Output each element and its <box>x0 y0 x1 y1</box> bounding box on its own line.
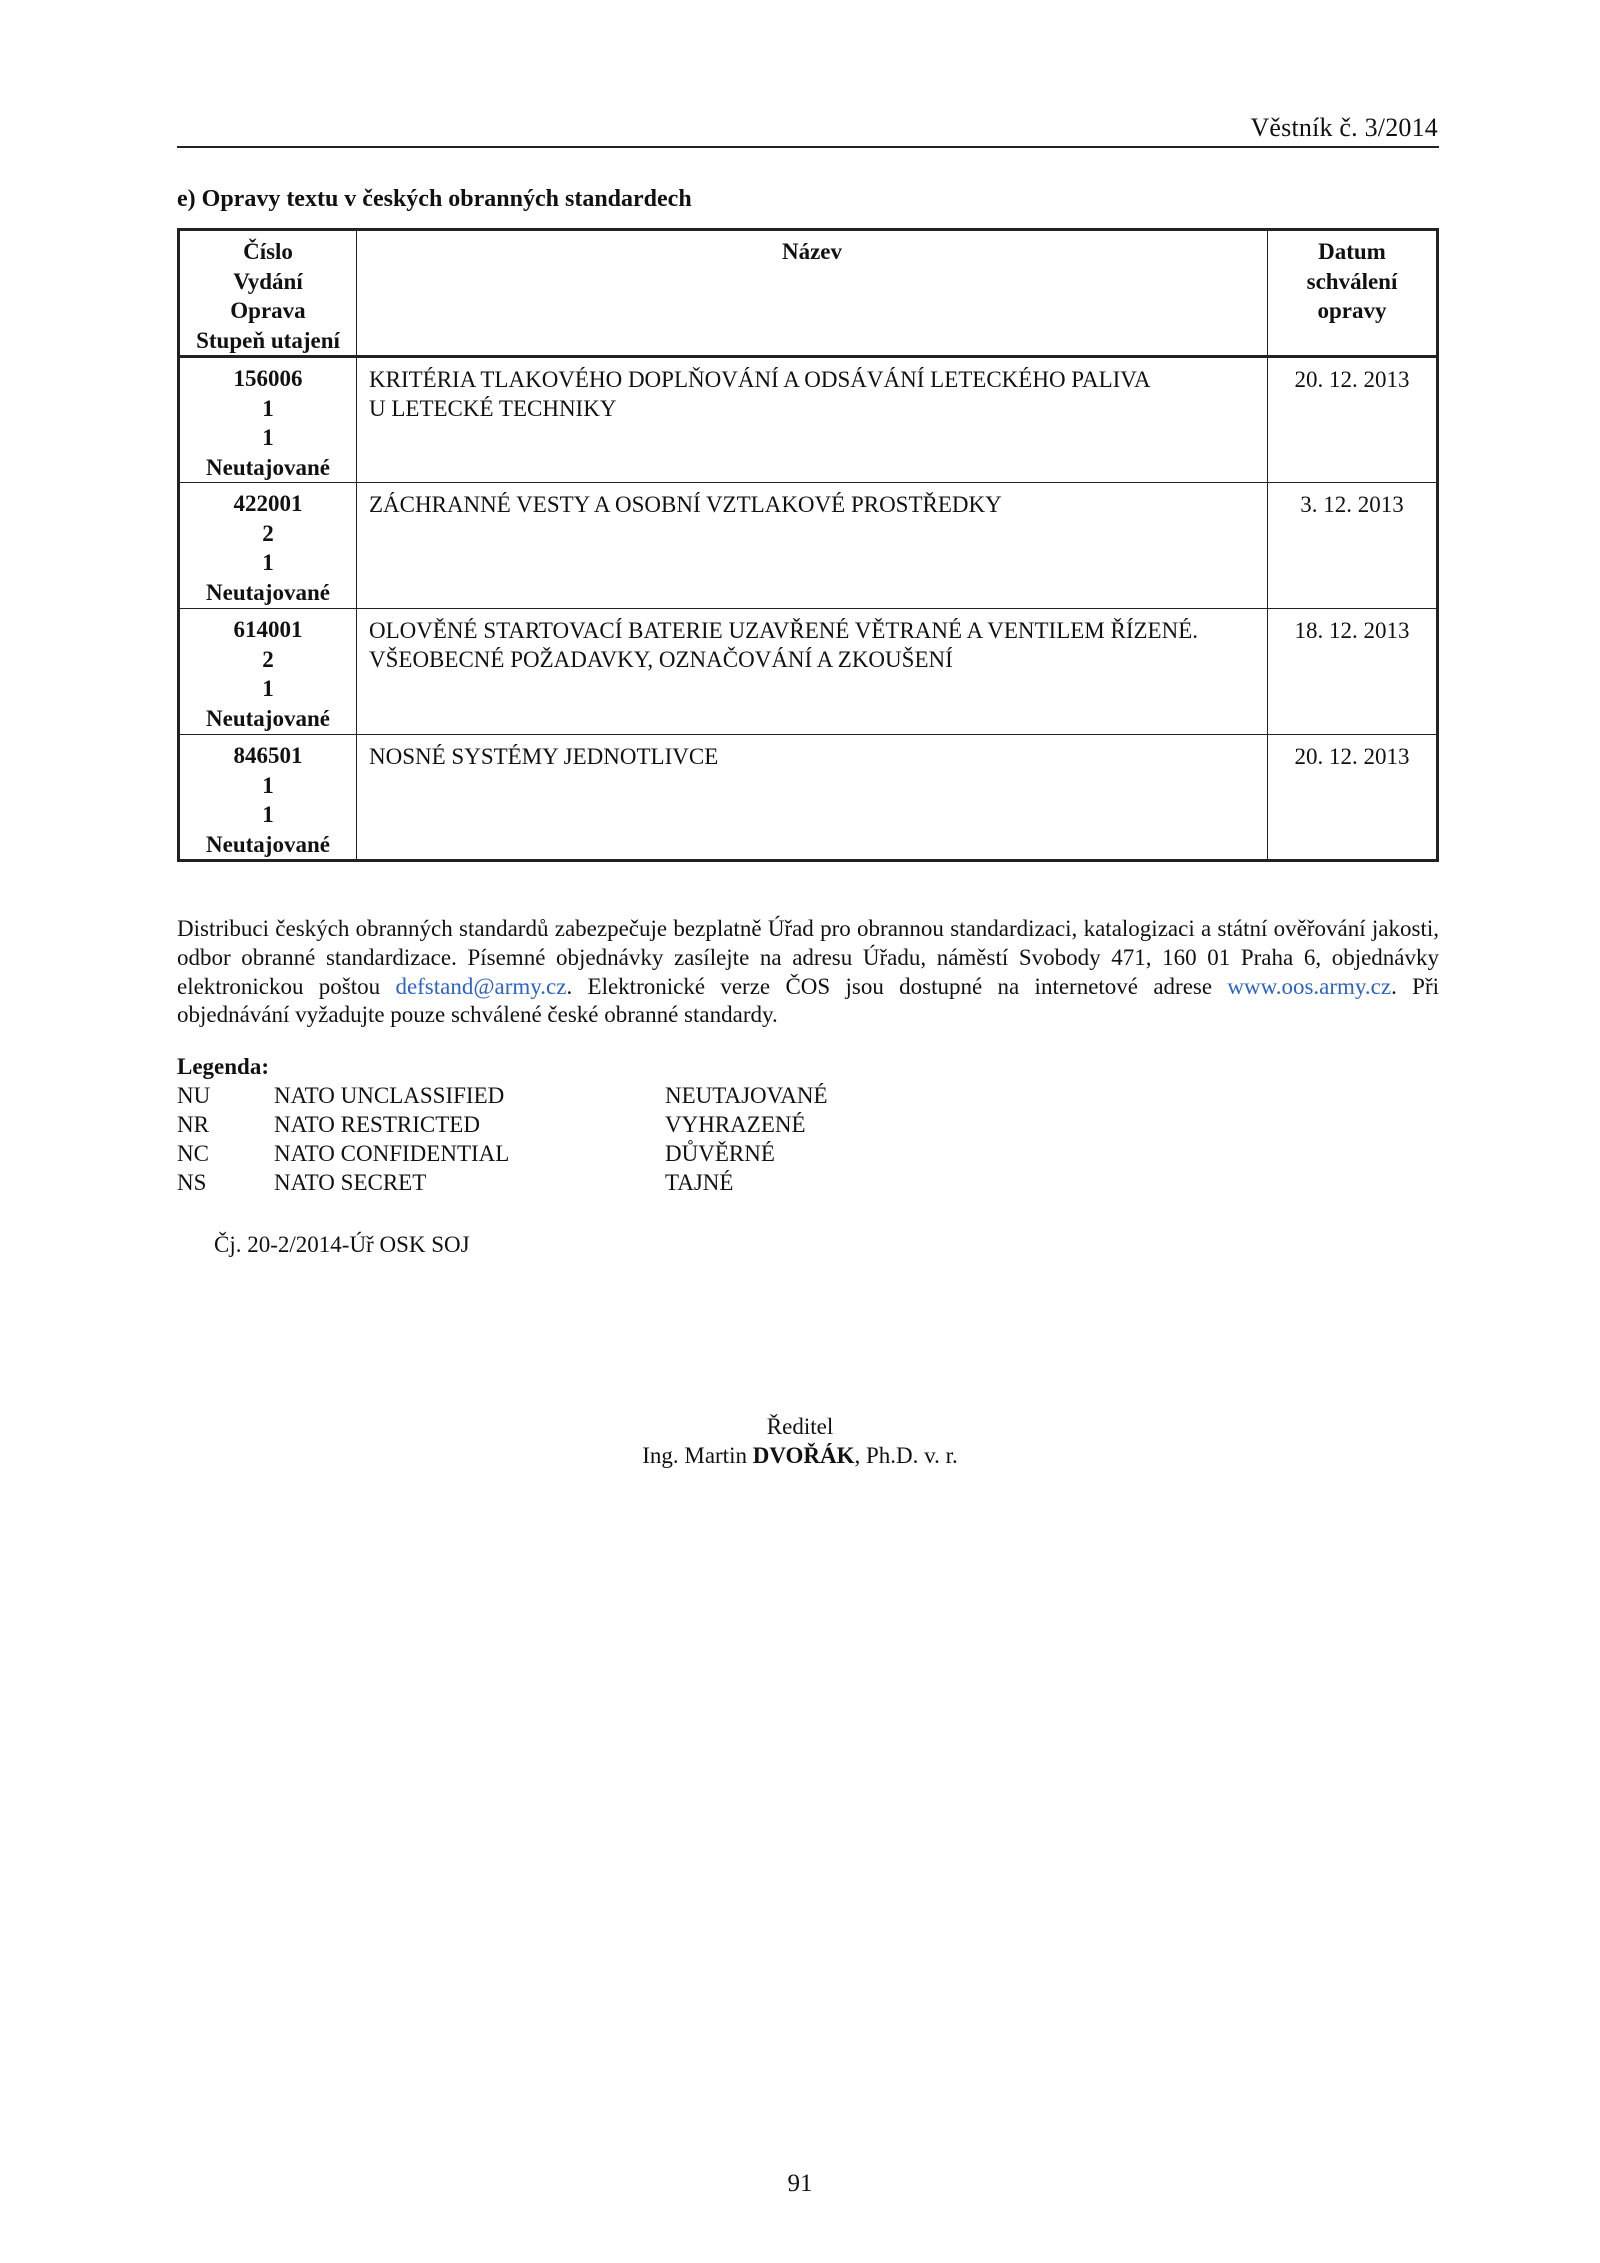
header-date-cell: Datum schválení opravy <box>1268 230 1438 357</box>
legend-nato-level: NATO RESTRICTED <box>274 1112 480 1137</box>
legend-czech-level: TAJNÉ <box>665 1170 734 1195</box>
header-number-cell: Číslo Vydání Oprava Stupeň utajení <box>179 230 357 357</box>
standards-table <box>177 228 1439 862</box>
legend-nato-level: NATO SECRET <box>274 1170 427 1195</box>
header-name-cell: Název <box>357 230 1268 357</box>
table-row <box>179 357 1438 483</box>
table-row <box>179 483 1438 609</box>
table-header-row <box>179 230 1438 357</box>
table-row <box>179 609 1438 735</box>
header-rule <box>177 146 1439 148</box>
legend-code: NR <box>177 1112 209 1137</box>
approval-date-cell: 3. 12. 2013 <box>1268 483 1438 609</box>
legend-row <box>177 1139 775 1168</box>
legend-title: Legenda: <box>177 1054 269 1079</box>
legend-czech-level: VYHRAZENÉ <box>665 1112 806 1137</box>
table-row <box>179 735 1438 861</box>
standard-number-cell: 846501 1 1 Neutajované <box>179 735 357 861</box>
standard-number-cell: 614001 2 1 Neutajované <box>179 609 357 735</box>
signature-block <box>0 1412 1600 1470</box>
standard-name-cell: OLOVĚNÉ STARTOVACÍ BATERIE UZAVŘENÉ VĚTRANÉ A VENTILEM ŘÍZENÉ. VŠEOBECNÉ POŽADAVKY, OZNAČOVÁNÍ A ZKOUŠENÍ <box>357 609 1268 735</box>
legend-nato-level: NATO UNCLASSIFIED <box>274 1083 505 1108</box>
legend-code: NS <box>177 1170 207 1195</box>
approval-date-cell: 20. 12. 2013 <box>1268 357 1438 483</box>
standard-name-cell: NOSNÉ SYSTÉMY JEDNOTLIVCE <box>357 735 1268 861</box>
approval-date-cell: 18. 12. 2013 <box>1268 609 1438 735</box>
standard-number-cell: 422001 2 1 Neutajované <box>179 483 357 609</box>
approval-date-cell: 20. 12. 2013 <box>1268 735 1438 861</box>
legend-code: NU <box>177 1083 211 1108</box>
legend-row <box>177 1110 806 1139</box>
legend-czech-level: DŮVĚRNÉ <box>665 1141 775 1166</box>
website-link[interactable]: www.oos.army.cz <box>1227 973 1392 999</box>
signatory-name: Ing. Martin DVOŘÁK, Ph.D. v. r. <box>642 1443 958 1468</box>
reference-number: Čj. 20-2/2014-Úř OSK SOJ <box>214 1232 470 1257</box>
standard-name-cell: KRITÉRIA TLAKOVÉHO DOPLŇOVÁNÍ A ODSÁVÁNÍ LETECKÉHO PALIVA U LETECKÉ TECHNIKY <box>357 357 1268 483</box>
legend-nato-level: NATO CONFIDENTIAL <box>274 1141 510 1166</box>
legend <box>177 1052 828 1197</box>
legend-row <box>177 1168 734 1197</box>
page-number: 91 <box>787 2170 813 2197</box>
legend-czech-level: NEUTAJOVANÉ <box>665 1083 828 1108</box>
section-title: e) Opravy textu v českých obranných standardech <box>177 186 692 212</box>
journal-header: Věstník č. 3/2014 <box>1250 113 1438 142</box>
distribution-paragraph: Distribuci českých obranných standardů zabezpečuje bezplatně Úřad pro obrannou standardizaci, katalogizaci a státní ověřování jakosti, odbor obranné standardizace. Písemné objednávky zasílejte na adresu Úřadu, náměstí Svobody 471, 160 01 Praha 6, objednávky elektronickou poštou defstand@army.cz. Elektronické verze ČOS jsou dostupné na internetové adrese www.oos.army.cz. Při objednávání vyžadujte pouze schválené české obranné standardy. <box>177 916 1439 1028</box>
standard-number-cell: 156006 1 1 Neutajované <box>179 357 357 483</box>
legend-row <box>177 1081 828 1110</box>
standard-name-cell: ZÁCHRANNÉ VESTY A OSOBNÍ VZTLAKOVÉ PROSTŘEDKY <box>357 483 1268 609</box>
signatory-title: Ředitel <box>766 1414 834 1439</box>
legend-code: NC <box>177 1141 209 1166</box>
email-link[interactable]: defstand@army.cz <box>395 973 567 999</box>
